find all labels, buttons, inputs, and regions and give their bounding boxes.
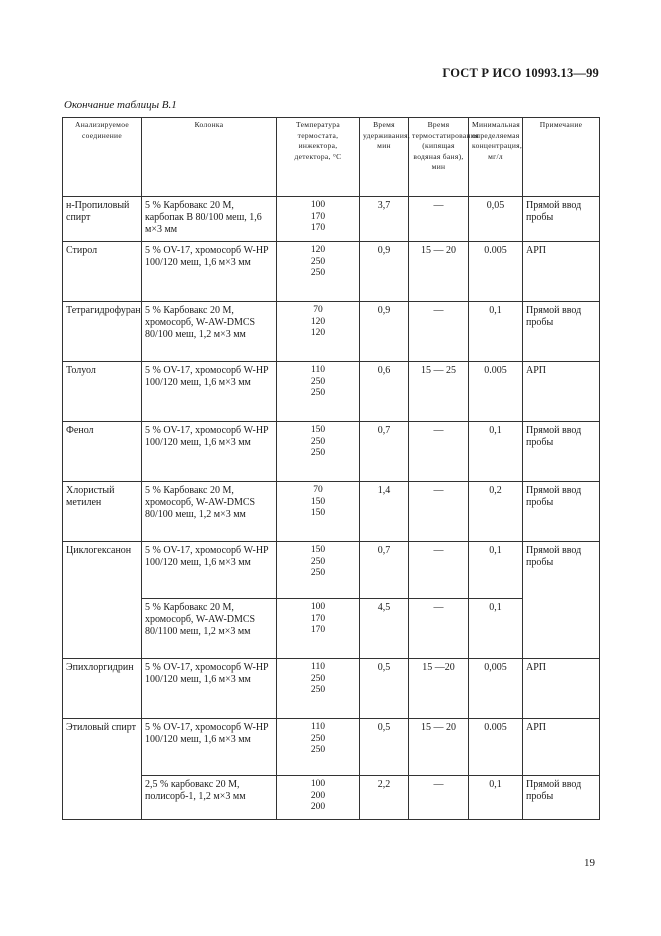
min-conc-cell: 0,005: [469, 659, 523, 719]
min-conc-cell: 0,1: [469, 542, 523, 599]
column-cell: 5 % Карбовакс 20 М, хромосорб, W-AW-DMCS 80/100 меш, 1,2 м×3 мм: [142, 302, 277, 362]
thermostat-cell: 15 — 25: [409, 362, 469, 422]
compound-cell: Эпихлоргидрин: [63, 659, 142, 719]
col-header-temperature: Температура термостата, инжектора, детектора, °С: [277, 118, 360, 197]
col-header-min-concentration: Минимальная определяемая концентрация, мг/л: [469, 118, 523, 197]
note-cell: Прямой ввод пробы: [523, 302, 600, 362]
note-cell: АРП: [523, 719, 600, 776]
note-cell: Прямой ввод пробы: [523, 482, 600, 542]
temperature-cell: 100 170 170: [277, 197, 360, 242]
min-conc-cell: 0,1: [469, 776, 523, 820]
table-row: [63, 197, 600, 242]
thermostat-cell: 15 — 20: [409, 242, 469, 302]
temperature-cell: 110 250 250: [277, 719, 360, 776]
retention-cell: 1,4: [360, 482, 409, 542]
thermostat-cell: 15 —20: [409, 659, 469, 719]
table-row: [63, 599, 600, 659]
column-cell: 5 % Карбовакс 20 М, хромосорб, W-AW-DMCS 80/100 меш, 1,2 м×3 мм: [142, 482, 277, 542]
thermostat-cell: —: [409, 197, 469, 242]
table-row: [63, 242, 600, 302]
note-cell: АРП: [523, 242, 600, 302]
note-cell: Прямой ввод пробы: [523, 197, 600, 242]
retention-cell: 0,9: [360, 242, 409, 302]
compound-cell: Циклогексанон: [63, 542, 142, 659]
note-cell: Прямой ввод пробы: [523, 776, 600, 820]
retention-cell: 3,7: [360, 197, 409, 242]
temperature-cell: 70 120 120: [277, 302, 360, 362]
page-number: 19: [584, 857, 595, 869]
note-cell: АРП: [523, 362, 600, 422]
min-conc-cell: 0.005: [469, 719, 523, 776]
col-header-column: Колонка: [142, 118, 277, 197]
table-row: [63, 482, 600, 542]
col-header-thermostat-time: Время термостатирования (кипящая водяная баня), мин: [409, 118, 469, 197]
table-row: [63, 719, 600, 776]
temperature-cell: 110 250 250: [277, 362, 360, 422]
min-conc-cell: 0,05: [469, 197, 523, 242]
thermostat-cell: —: [409, 302, 469, 362]
note-cell: Прямой ввод пробы: [523, 422, 600, 482]
column-cell: 5 % OV-17, хромосорб W-HP 100/120 меш, 1,6 м×3 мм: [142, 242, 277, 302]
retention-cell: 4,5: [360, 599, 409, 659]
temperature-cell: 100 170 170: [277, 599, 360, 659]
compound-cell: Тетрагидрофуран: [63, 302, 142, 362]
temperature-cell: 120 250 250: [277, 242, 360, 302]
column-cell: 2,5 % карбовакс 20 М, полисорб-1, 1,2 м×3 мм: [142, 776, 277, 820]
retention-cell: 0,9: [360, 302, 409, 362]
table-row: [63, 659, 600, 719]
thermostat-cell: —: [409, 422, 469, 482]
compound-cell: Стирол: [63, 242, 142, 302]
table-row: [63, 542, 600, 599]
data-table: [62, 117, 600, 820]
column-cell: 5 % OV-17, хромосорб W-HP 100/120 меш, 1,6 м×3 мм: [142, 719, 277, 776]
column-cell: 5 % OV-17, хромосорб W-HP 100/120 меш, 1,6 м×3 мм: [142, 362, 277, 422]
col-header-retention: Время удерживания, мин: [360, 118, 409, 197]
table-row: [63, 776, 600, 820]
compound-cell: н-Пропиловый спирт: [63, 197, 142, 242]
compound-cell: Толуол: [63, 362, 142, 422]
col-header-note: Примечание: [523, 118, 600, 197]
temperature-cell: 150 250 250: [277, 542, 360, 599]
table-row: [63, 362, 600, 422]
document-code: ГОСТ Р ИСО 10993.13—99: [442, 66, 599, 80]
min-conc-cell: 0,2: [469, 482, 523, 542]
retention-cell: 0,7: [360, 542, 409, 599]
thermostat-cell: —: [409, 482, 469, 542]
thermostat-cell: —: [409, 776, 469, 820]
min-conc-cell: 0,1: [469, 422, 523, 482]
column-cell: 5 % OV-17, хромосорб W-HP 100/120 меш, 1,6 м×3 мм: [142, 542, 277, 599]
temperature-cell: 150 250 250: [277, 422, 360, 482]
temperature-cell: 110 250 250: [277, 659, 360, 719]
retention-cell: 0,5: [360, 719, 409, 776]
retention-cell: 0,7: [360, 422, 409, 482]
column-cell: 5 % Карбовакс 20 М, хромосорб, W-AW-DMCS 80/1100 меш, 1,2 м×3 мм: [142, 599, 277, 659]
column-cell: 5 % OV-17, хромосорб W-HP 100/120 меш, 1,6 м×3 мм: [142, 422, 277, 482]
column-cell: 5 % OV-17, хромосорб W-HP 100/120 меш, 1,6 м×3 мм: [142, 659, 277, 719]
min-conc-cell: 0.005: [469, 362, 523, 422]
table-row: [63, 302, 600, 362]
temperature-cell: 100 200 200: [277, 776, 360, 820]
thermostat-cell: —: [409, 542, 469, 599]
column-cell: 5 % Карбовакс 20 М, карбопак В 80/100 меш, 1,6 м×3 мм: [142, 197, 277, 242]
compound-cell: Хлористый метилен: [63, 482, 142, 542]
table-row: [63, 422, 600, 482]
note-cell: АРП: [523, 659, 600, 719]
compound-cell: Фенол: [63, 422, 142, 482]
retention-cell: 0,5: [360, 659, 409, 719]
thermostat-cell: —: [409, 599, 469, 659]
min-conc-cell: 0,1: [469, 302, 523, 362]
col-header-compound: Анализируемое соединение: [63, 118, 142, 197]
min-conc-cell: 0,1: [469, 599, 523, 659]
table-caption: Окончание таблицы В.1: [64, 99, 177, 111]
compound-cell: Этиловый спирт: [63, 719, 142, 820]
retention-cell: 2,2: [360, 776, 409, 820]
temperature-cell: 70 150 150: [277, 482, 360, 542]
note-cell: Прямой ввод пробы: [523, 542, 600, 659]
retention-cell: 0,6: [360, 362, 409, 422]
min-conc-cell: 0.005: [469, 242, 523, 302]
thermostat-cell: 15 — 20: [409, 719, 469, 776]
